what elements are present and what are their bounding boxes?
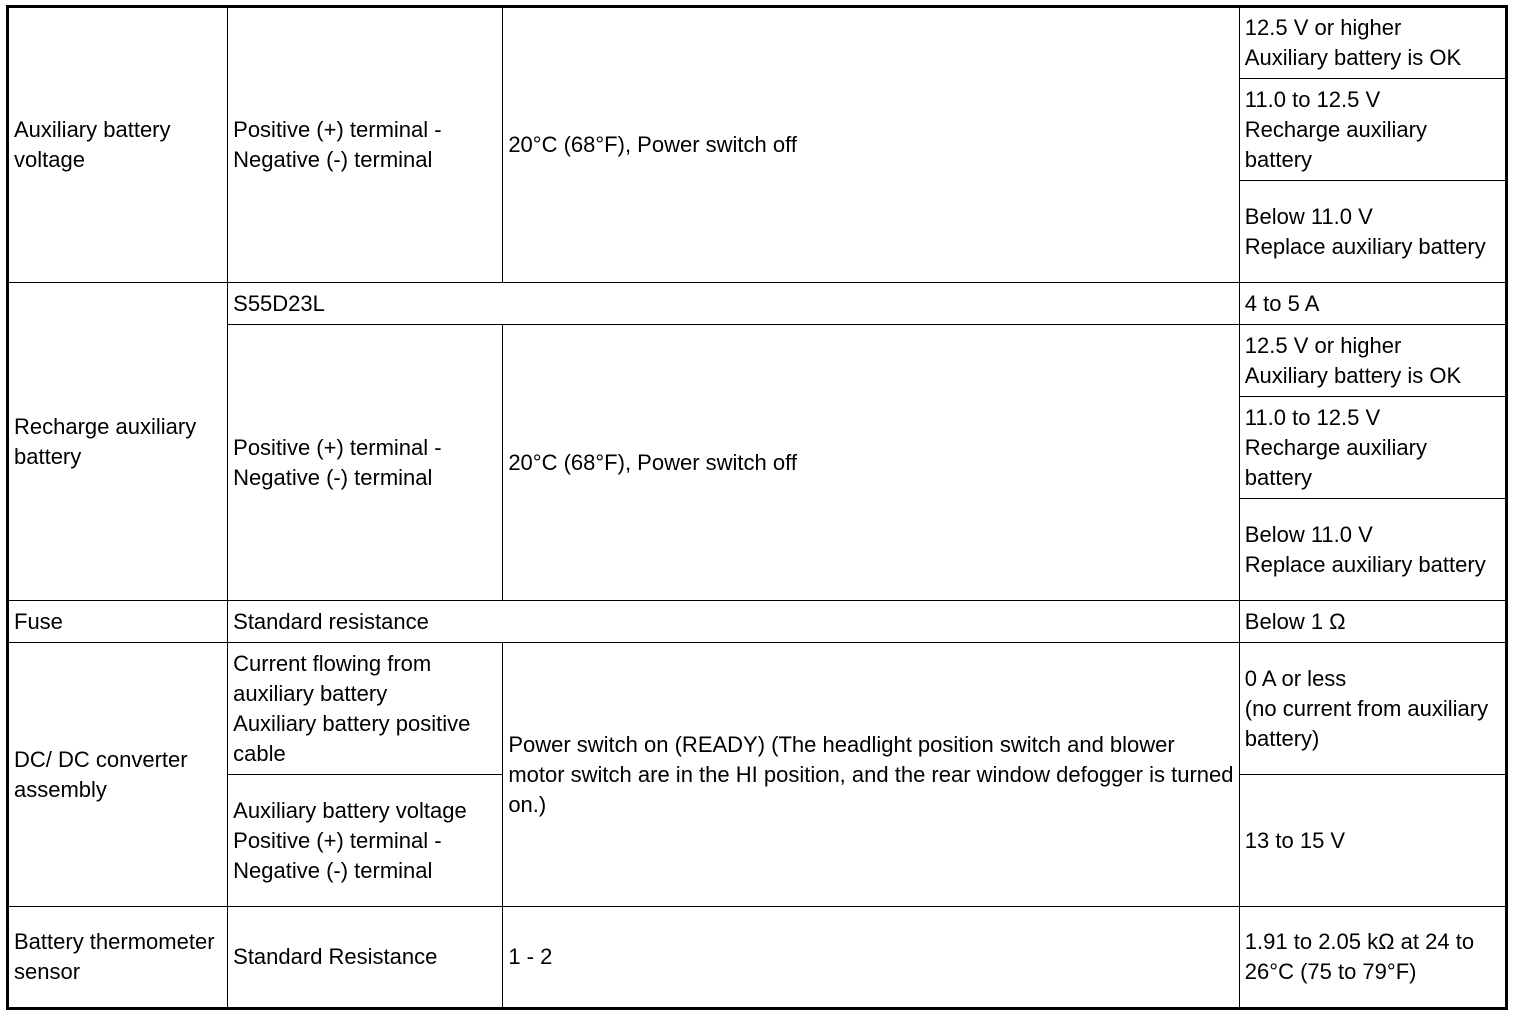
table-row <box>8 643 1507 775</box>
table-row <box>8 283 1507 325</box>
aux-voltage-spec-replace: Below 11.0 V Replace auxiliary battery <box>1239 181 1506 283</box>
dcdc-check-current: Current flowing from auxiliary battery Auxiliary battery positive cable <box>228 643 503 775</box>
dcdc-check-voltage: Auxiliary battery voltage Positive (+) terminal - Negative (-) terminal <box>228 775 503 907</box>
dcdc-item: DC/ DC converter assembly <box>8 643 228 907</box>
fuse-spec: Below 1 Ω <box>1239 601 1506 643</box>
recharge-spec-ok: 12.5 V or higher Auxiliary battery is OK <box>1239 325 1506 397</box>
thermo-spec: 1.91 to 2.05 kΩ at 24 to 26°C (75 to 79°F) <box>1239 907 1506 1009</box>
thermo-check: Standard Resistance <box>228 907 503 1009</box>
aux-voltage-condition: 20°C (68°F), Power switch off <box>503 7 1239 283</box>
recharge-terminal: Positive (+) terminal - Negative (-) terminal <box>228 325 503 601</box>
recharge-condition: 20°C (68°F), Power switch off <box>503 325 1239 601</box>
recharge-spec-replace: Below 11.0 V Replace auxiliary battery <box>1239 499 1506 601</box>
recharge-spec-recharge: 11.0 to 12.5 V Recharge auxiliary battery <box>1239 397 1506 499</box>
thermo-terminals: 1 - 2 <box>503 907 1239 1009</box>
table-row <box>8 325 1507 397</box>
aux-voltage-item: Auxiliary battery voltage <box>8 7 228 283</box>
dcdc-spec-current: 0 A or less (no current from auxiliary battery) <box>1239 643 1506 775</box>
aux-voltage-spec-recharge: 11.0 to 12.5 V Recharge auxiliary battery <box>1239 79 1506 181</box>
dcdc-condition: Power switch on (READY) (The headlight position switch and blower motor switch are in the HI position, and the rear window defogger is turned on.) <box>503 643 1239 907</box>
aux-voltage-spec-ok: 12.5 V or higher Auxiliary battery is OK <box>1239 7 1506 79</box>
recharge-model-spec: 4 to 5 A <box>1239 283 1506 325</box>
table-row <box>8 601 1507 643</box>
recharge-item: Recharge auxiliary battery <box>8 283 228 601</box>
fuse-item: Fuse <box>8 601 228 643</box>
thermo-item: Battery thermometer sensor <box>8 907 228 1009</box>
spec-table <box>6 5 1508 1010</box>
table-row <box>8 907 1507 1009</box>
dcdc-spec-voltage: 13 to 15 V <box>1239 775 1506 907</box>
fuse-check: Standard resistance <box>228 601 1240 643</box>
aux-voltage-terminal: Positive (+) terminal - Negative (-) terminal <box>228 7 503 283</box>
recharge-model: S55D23L <box>228 283 1240 325</box>
table-row <box>8 7 1507 79</box>
